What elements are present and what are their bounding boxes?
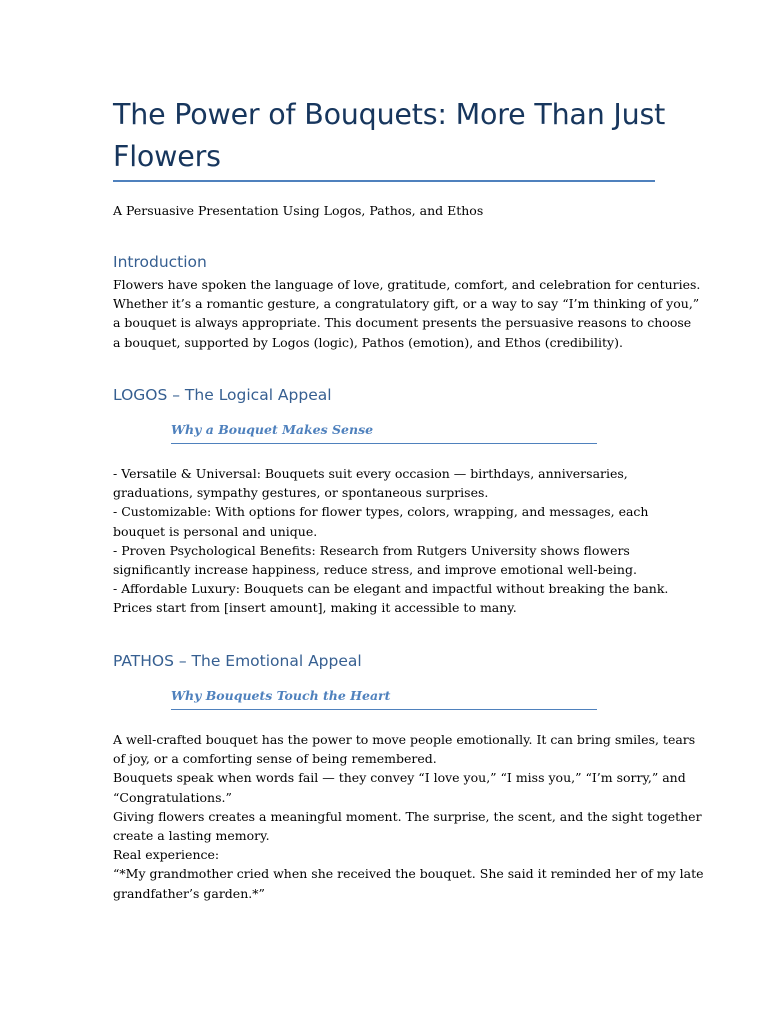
logos-line: - Customizable: With options for flower types, colors, wrapping, and messages, each [113, 504, 649, 520]
logos-line: graduations, sympathy gestures, or spontaneous surprises. [113, 485, 489, 501]
pathos-subheading-block [171, 687, 597, 710]
logos-heading: LOGOS – The Logical Appeal [113, 386, 332, 404]
logos-subheading-block [171, 421, 597, 444]
title-divider [113, 180, 655, 182]
pathos-line: Bouquets speak when words fail — they convey “I love you,” “I miss you,” “I’m sorry,” and [113, 770, 686, 786]
pathos-line: “Congratulations.” [113, 789, 232, 805]
logos-line: - Versatile & Universal: Bouquets suit every occasion — birthdays, anniversaries, [113, 466, 628, 481]
introduction-paragraph [113, 275, 701, 352]
introduction-heading: Introduction [113, 253, 207, 271]
title-line-2: Flowers [113, 140, 221, 173]
logos-paragraph [113, 464, 669, 618]
logos-line: significantly increase happiness, reduce stress, and improve emotional well-being. [113, 562, 637, 578]
pathos-subheading: Why Bouquets Touch the Heart [171, 688, 391, 703]
introduction-line: a bouquet, supported by Logos (logic), Pathos (emotion), and Ethos (credibility). [113, 334, 623, 350]
pathos-line: Real experience: [113, 847, 220, 863]
document-title [113, 94, 673, 178]
introduction-line: a bouquet is always appropriate. This document presents the persuasive reasons to choose [113, 315, 692, 331]
logos-subheading: Why a Bouquet Makes Sense [171, 422, 374, 437]
pathos-heading: PATHOS – The Emotional Appeal [113, 652, 362, 670]
pathos-line: Giving flowers creates a meaningful moment. The surprise, the scent, and the sight together [113, 808, 702, 824]
introduction-line: Whether it’s a romantic gesture, a congratulatory gift, or a way to say “I’m thinking of you,” [113, 296, 700, 312]
logos-line: - Proven Psychological Benefits: Research from Rutgers University shows flowers [113, 542, 630, 558]
title-line-1: The Power of Bouquets: More Than Just [113, 98, 666, 131]
logos-line: bouquet is personal and unique. [113, 523, 318, 539]
pathos-line: A well-crafted bouquet has the power to move people emotionally. It can bring smiles, tears [113, 732, 696, 747]
pathos-line: create a lasting memory. [113, 828, 270, 844]
pathos-line: “*My grandmother cried when she received the bouquet. She said it reminded her of my late [113, 866, 704, 882]
pathos-paragraph [113, 730, 704, 903]
logos-line: Prices start from [insert amount], making it accessible to many. [113, 600, 517, 616]
logos-line: - Affordable Luxury: Bouquets can be elegant and impactful without breaking the bank. [113, 581, 669, 597]
pathos-line: grandfather’s garden.*” [113, 885, 265, 901]
pathos-line: of joy, or a comforting sense of being remembered. [113, 751, 437, 767]
document-subtitle: A Persuasive Presentation Using Logos, Pathos, and Ethos [113, 203, 484, 218]
introduction-line: Flowers have spoken the language of love, gratitude, comfort, and celebration for centuries. [113, 277, 701, 292]
